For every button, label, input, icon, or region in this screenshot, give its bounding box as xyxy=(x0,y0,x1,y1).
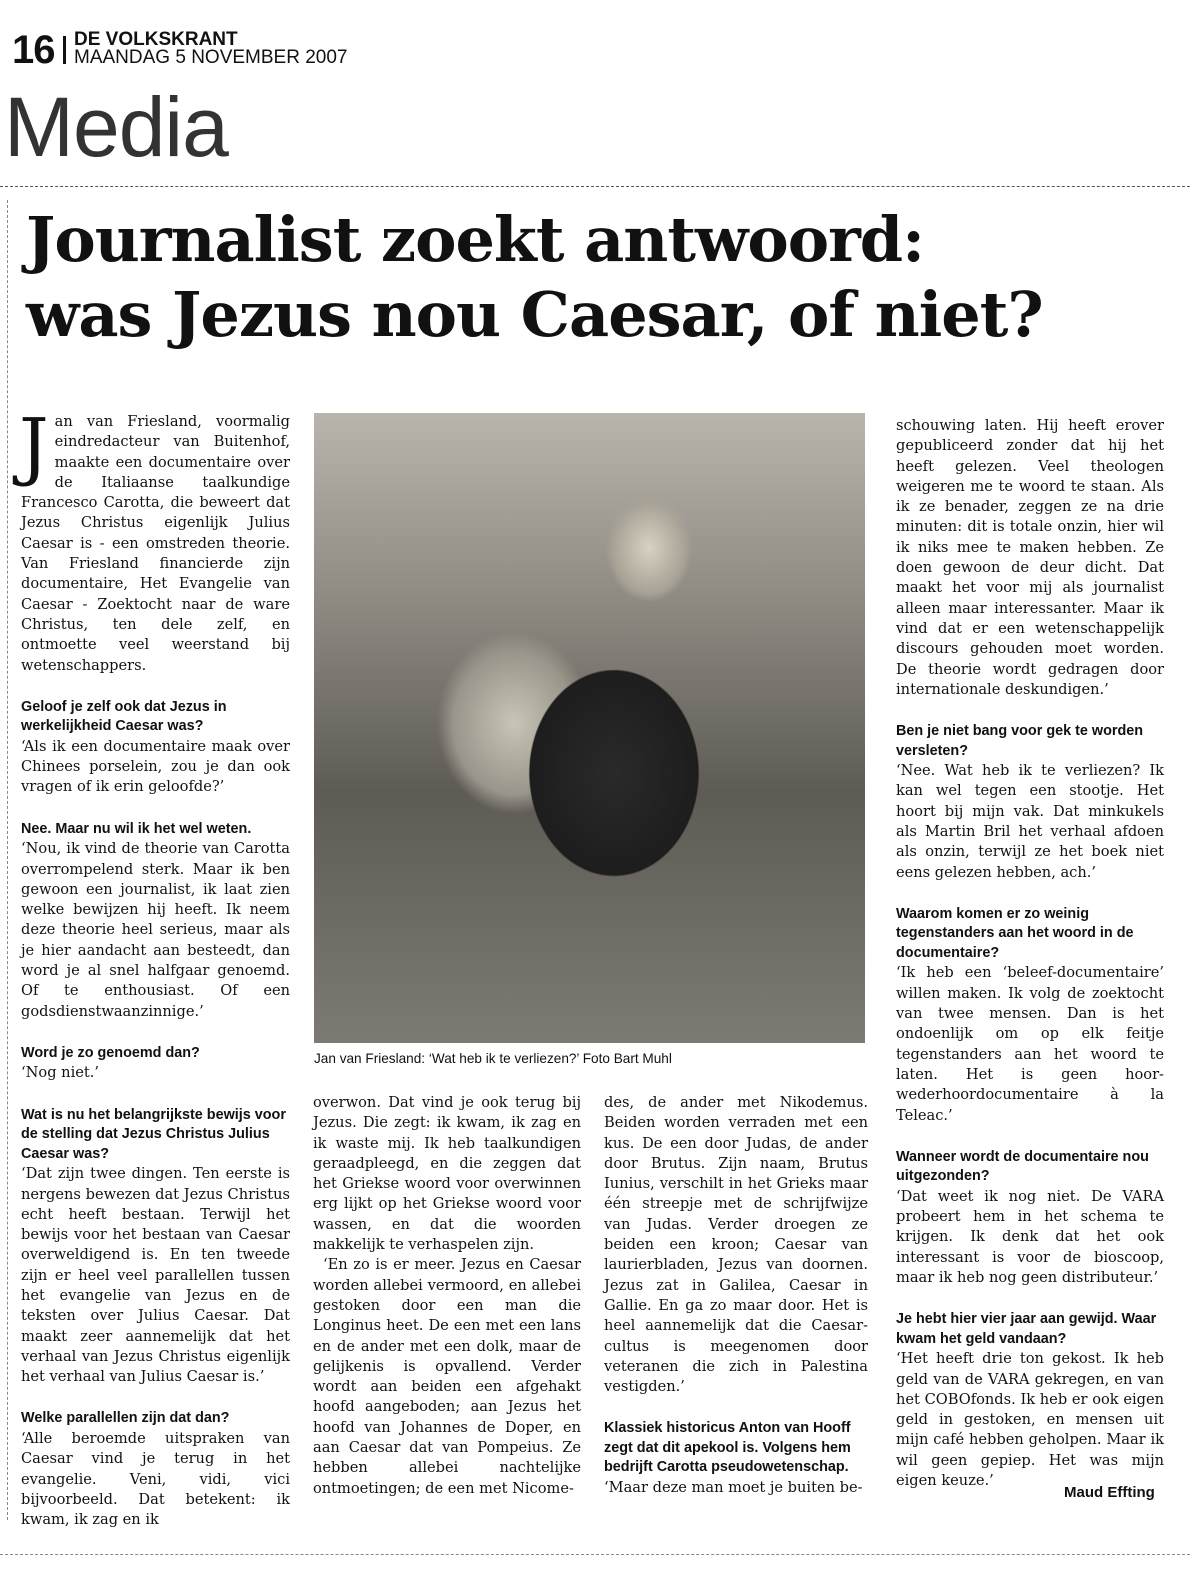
question: Ben je niet bang voor gek te worden versleten? xyxy=(896,723,1144,759)
section-title: Media xyxy=(4,80,228,174)
answer: ‘Nou, ik vind de theorie van Carotta overrompelend sterk. Maar ik ben gewoon een journalist, ik laat zien welke bewijzen hij heeft. Ik neem deze theorie heel serieus, maar als je hier aandacht aan besteedt, dan word je al snel halfgaar genoemd. Of te enthousiast. Of een godsdienstwaanzinnige.’ xyxy=(21,840,290,1020)
article-headline xyxy=(26,202,1176,352)
answer: ‘Dat zijn twee dingen. Ten eerste is nergens bewezen dat Jezus Christus echt heeft bestaan. Terwijl het bewijs voor het bestaan van Caesar overweldigend is. En ten tweede zijn er heel veel parallellen tussen het evangelie van Jezus en de teksten over Julius Caesar. Dat maakt zeer aannemelijk dat het verhaal van Jezus Christus eigenlijk het verhaal van Julius Caesar is.’ xyxy=(21,1165,290,1386)
question: Je hebt hier vier jaar aan gewijd. Waar kwam het geld vandaan? xyxy=(896,1311,1157,1347)
page-number: 16 xyxy=(12,28,55,72)
question: Klassiek historicus Anton van Hooff zegt dat dit apekool is. Volgens hem bedrijft Carotta pseudowetenschap. xyxy=(604,1420,851,1476)
masthead-divider xyxy=(63,36,66,64)
intro-paragraph xyxy=(19,403,290,676)
question: Wat is nu het belangrijkste bewijs voor de stelling dat Jezus Christus Julius Caesar was? xyxy=(21,1106,286,1162)
answer: ‘Het heeft drie ton gekost. Ik heb geld van de VARA gekregen, en van het COBOfonds. Ik heb er ook eigen geld in gestoken, en mensen uit mijn café hebben geholpen. Maar ik wil geen gepiep. Het was mijn eigen keuze.’ xyxy=(896,1350,1164,1490)
portrait-photo xyxy=(314,413,865,1043)
photo-caption: Jan van Friesland: ‘Wat heb ik te verliezen?’ Foto Bart Muhl xyxy=(314,1051,672,1066)
headline-line-2: was Jezus nou Caesar, of niet? xyxy=(26,278,1043,351)
body-paragraph: ‘En zo is er meer. Jezus en Caesar worden allebei vermoord, en allebei gestoken door een man die Longinus heet. De een met een lans en de ander met een dolk, maar de gelijkenis is opvallend. Verder wordt aan beiden een afgehakt hoofd aangeboden; aan Jezus het hoofd van Johannes de Doper, en aan Caesar dat van Pompeius. Ze hebben allebei nachtelijke ontmoetingen; de een met Nicome- xyxy=(313,1256,581,1497)
drop-cap: J xyxy=(19,403,49,489)
question: Waarom komen er zo weinig tegenstanders aan het woord in de documentaire? xyxy=(896,905,1134,961)
answer: ‘Maar deze man moet je buiten be- xyxy=(604,1478,863,1496)
column-3 xyxy=(604,1093,868,1498)
header-rule xyxy=(0,186,1190,188)
author-byline: Maud Effting xyxy=(1064,1484,1155,1501)
question: Welke parallellen zijn dat dan? xyxy=(21,1410,230,1427)
body-paragraph: des, de ander met Nikodemus. Beiden worden verraden met een kus. De een door Judas, de ander door Brutus. Zijn naam, Brutus Iunius, verschilt in het Grieks maar één streepje met de schrijfwijze van Judas. Verder droegen ze beiden een kroon; Caesar van laurierbladen, Jezus van doornen. Jezus zat in Galilea, Caesar in Gallie. En ga zo maar door. Het is heel aannemelijk dat die Caesar-cultus is meegenomen door veteranen die zich in Palestina vestigden.’ xyxy=(604,1094,868,1396)
left-margin-rule xyxy=(7,200,8,1520)
footer-rule xyxy=(0,1554,1190,1555)
answer: ‘Dat weet ik nog niet. De VARA probeert hem in het schema te krijgen. Ik denk dat het ook interessant is voor de bioscoop, maar ik heb nog geen distributeur.’ xyxy=(896,1187,1164,1286)
answer: ‘Nog niet.’ xyxy=(21,1064,100,1082)
column-4 xyxy=(896,416,1164,1491)
newspaper-name: DE VOLKSKRANT xyxy=(74,29,238,50)
intro-text: an van Friesland, voormalig eindredacteur van Buitenhof, maakte een documentaire over de Italiaanse taalkundige Francesco Carotta, die beweert dat Jezus Christus eigenlijk Julius Caesar is - een omstreden theorie. Van Friesland financierde zijn documentaire, Het Evangelie van Caesar - Zoektocht naar de ware Christus, ten dele zelf, en ontmoette veel weerstand bij wetenschappers. xyxy=(21,413,290,674)
headline-line-1: Journalist zoekt antwoord: xyxy=(26,203,924,276)
body-paragraph: overwon. Dat vind je ook terug bij Jezus. Die zegt: ik kwam, ik zag en ik waste mij. Ik heb taalkundigen geraadpleegd, en die zeggen dat het Griekse woord voor overwinnen erg lijkt op het Griekse woord voor wassen, en dat die woorden makkelijk te verhaspelen zijn. xyxy=(313,1094,581,1254)
question: Geloof je zelf ook dat Jezus in werkelijkheid Caesar was? xyxy=(21,698,227,735)
body-paragraph: schouwing laten. Hij heeft erover gepubliceerd zonder dat hij het heeft gelezen. Veel theologen weigeren me te woord te staan. Als ik ze benader, zeggen ze na drie minuten: dit is totale onzin, hier wil ik niks mee te maken hebben. Ze doen gewoon de deur dicht. Dat maakt het voor mij als journalist alleen maar interessanter. Maar ik vind dat er een wetenschappelijk discours gehouden moet worden. De theorie wordt gedragen door internationale deskundigen.’ xyxy=(896,417,1164,698)
column-2 xyxy=(313,1093,581,1499)
question: Nee. Maar nu wil ik het wel weten. xyxy=(21,820,252,837)
question: Word je zo genoemd dan? xyxy=(21,1044,200,1061)
publication-date: MAANDAG 5 NOVEMBER 2007 xyxy=(74,47,348,68)
question: Wanneer wordt de documentaire nou uitgezonden? xyxy=(896,1148,1149,1185)
answer: ‘Ik heb een ‘beleef-documentaire’ willen maken. Ik volg de zoektocht van twee mensen. Dan is het ondoenlijk om op elk feitje tegenstanders aan het woord te laten. Het is geen hoor-wederhoordocumentaire à la Teleac.’ xyxy=(896,964,1164,1124)
column-1 xyxy=(19,403,290,1530)
answer: ‘Als ik een documentaire maak over Chinees porselein, zou je dan ook vragen of ik erin geloofde?’ xyxy=(21,737,290,796)
answer: ‘Nee. Wat heb ik te verliezen? Ik kan wel tegen een stootje. Het hoort bij mijn vak. Dat minkukels als Martin Bril het verhaal afdoen als onzin, terwijl ze het boek niet eens gelezen hebben, ach.’ xyxy=(896,762,1164,881)
answer: ‘Alle beroemde uitspraken van Caesar vind je terug in het evangelie. Veni, vidi, vici bijvoorbeeld. Dat betekent: ik kwam, ik zag en ik xyxy=(21,1429,290,1529)
